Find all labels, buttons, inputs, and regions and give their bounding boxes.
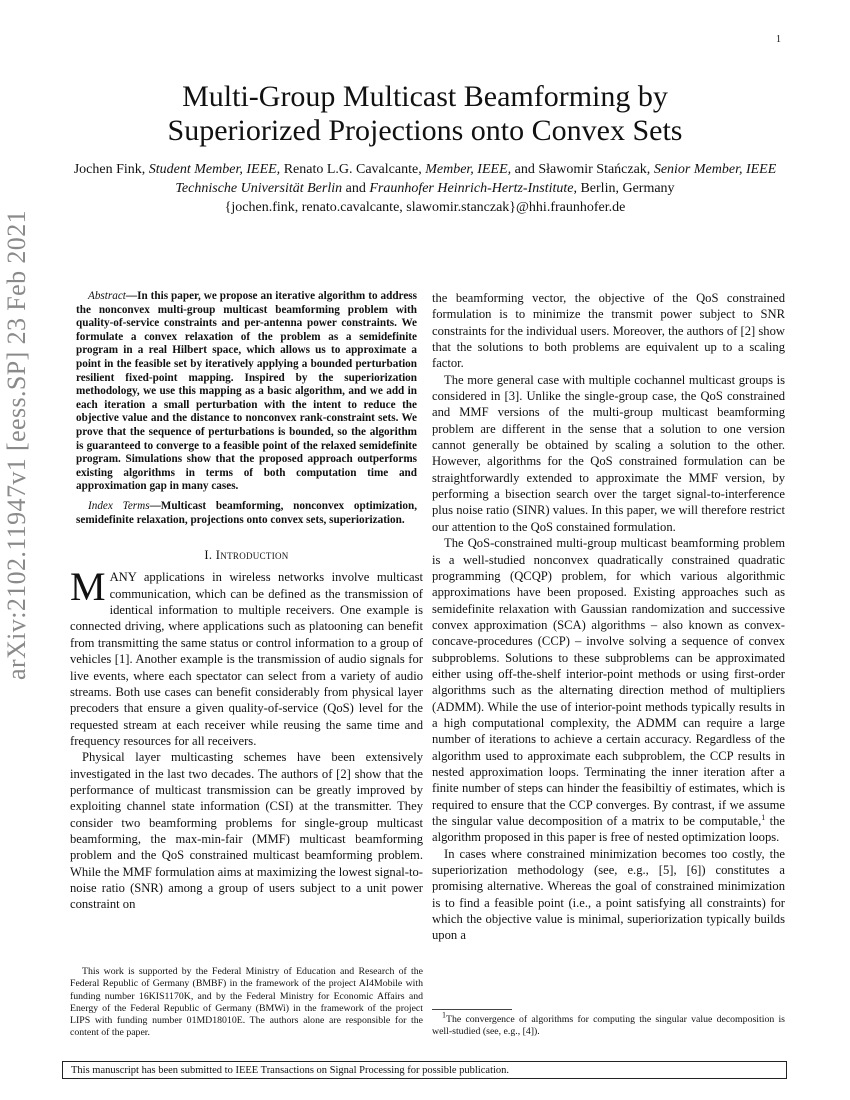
submission-notice: This manuscript has been submitted to IEEE Transactions on Signal Processing for possible publication. — [62, 1061, 787, 1079]
section-title: Introduction — [215, 548, 289, 563]
author-1-role: Student Member, IEEE, — [148, 162, 281, 177]
author-list — [70, 160, 780, 179]
affiliation-place: , Berlin, Germany — [573, 181, 675, 196]
arxiv-stamp-text: arXiv:2102.11947v1 [eess.SP] 23 Feb 2021 — [2, 209, 31, 680]
title-line-2: Superiorized Projections onto Convex Sets — [167, 114, 683, 147]
funding-footnote: This work is supported by the Federal Ministry of Education and Research of the Federal Republic of Germany (BMBF) in the framework of the project AI4Mobile with funding number 16KIS1170K, and by the Federal Ministry for Economic Affairs and Energy of the Federal Republic of Germany (BMWi) in the framework of the project LIPS with funding number 01MD18010E. The authors alone are responsible for the content of the paper. — [70, 966, 423, 1039]
intro-paragraph-1-text: ANY applications in wireless networks involve multicast communication, which can be defined as the transmission of identical information to multiple receivers. One example is connected driving, where applications such as platooning can benefit from transmitting the same status or control information to a group of vehicles [1]. Another example is the transmission of audio signals for live events, where each spectator can select from a variety of audio streams. Both use cases can benefit considerably from physical layer precoders that ensure a given quality-of-service (QoS) level for the requested stream at each receiver while reusing the same time and frequency resources for all receivers. — [70, 570, 423, 748]
institution-1: Technische Universität Berlin — [175, 181, 343, 196]
title-line-1: Multi-Group Multicast Beamforming by — [182, 80, 668, 113]
abstract — [70, 290, 423, 494]
right-paragraph-2: The more general case with multiple cochannel multicast groups is considered in [3]. Unlike the single-group case, the QoS constrained and MMF versions of the multi-group multicast beamforming problem are different in the sense that a solution to one version cannot generally be obtained by scaling a solution to the other. However, algorithms for the QoS constrained formulation can be straightforwardly extended to approximate the MMF version, by performing a bisection search over the target signal-to-interference plus noise ratio (SINR) values. In this paper, we will therefore restrict our attention to the QoS constained formulation. — [432, 372, 785, 534]
author-3: and Sławomir Stańczak, — [511, 162, 654, 177]
author-2: Renato L.G. Cavalcante, — [280, 162, 426, 177]
section-heading-introduction — [70, 547, 423, 563]
intro-paragraph-1 — [70, 564, 423, 749]
institution-2: Fraunhofer Heinrich-Hertz-Institute — [369, 181, 574, 196]
author-emails: {jochen.fink, renato.cavalcante, slawomir.stanczak}@hhi.fraunhofer.de — [224, 200, 626, 215]
section-number: I. — [204, 548, 216, 563]
right-paragraph-1: the beamforming vector, the objective of the QoS constrained formulation is to minimize the transmit power subject to SNR constraints for the individual users. Moreover, the authors of [2] show that the solutions to both problems are equivalent up to a scaling factor. — [432, 291, 785, 371]
left-column — [70, 290, 423, 913]
page-number: 1 — [776, 34, 781, 45]
svd-footnote-mark: 1 — [442, 1010, 446, 1020]
author-1: Jochen Fink, — [73, 162, 149, 177]
affiliation — [70, 179, 780, 198]
right-paragraph-4: In cases where constrained minimization becomes too costly, the superiorization methodology (see, e.g., [5], [6]) constitutes a promising alternative. Whereas the goal of constrained minimization is to find a feasible point (i.e., a point satisfying all constraints) for which the objective value is minimal, superiorization typically builds upon a — [432, 846, 785, 943]
affiliation-and: and — [342, 181, 370, 196]
drop-cap: M — [70, 564, 106, 610]
intro-paragraph-2: Physical layer multicasting schemes have been extensively investigated in the last two decades. The authors of [2] show that the performance of multicast transmission can be greatly improved by exploiting channel state information (CSI) at the transmitter. They consider two beamforming problems for single-group multicast beamforming, the max-min-fair (MMF) multicast beamforming problem and the QoS constrained multicast beamforming problem. While the MMF formulation aims at maximizing the lowest signal-to-noise ratio (SNR) among a group of users subject to a unit power constraint on — [70, 750, 423, 912]
right-paragraph-3 — [432, 535, 785, 846]
svd-footnote — [432, 1010, 785, 1039]
index-terms — [70, 500, 423, 527]
abstract-label: Abstract — [88, 290, 126, 302]
paper-title — [70, 80, 780, 148]
svd-footnote-text: The convergence of algorithms for computing the singular value decomposition is well-studied (see, e.g., [4]). — [432, 1014, 785, 1038]
right-paragraph-3-text-a: The QoS-constrained multi-group multicast beamforming problem is a well-studied nonconvex quadratically constrained quadratic programming (QCQP) problem, for which various algorithmic approximations have been proposed. Existing approaches such as semidefinite relaxation with Gaussian randomization and successive convex approximation (SCA) algorithms – also known as convex-concave-procedures (CCP) – involve solving a sequence of convex subproblems. Solutions to these subproblems can be approximated either using off-the-shelf interior-point methods or using first-order algorithms such as the alternating direction method of multipliers (ADMM). While the use of interior-point methods typically results in a high computational complexity, the ADMM can require a large number of iterations to achieve a certain accuracy. Regardless of the algorithm used to approximate each subproblem, the CCP results in nested approximation loops. Terminating the inner iteration after a finite number of steps can hinder the feasibiltiy of estimates, which is required to ensure that the CCP converges. By contrast, if we assume the singular value decomposition of a matrix to be computable, — [432, 536, 785, 828]
index-terms-label: Index Terms — [88, 499, 150, 512]
footnote-mark: 1 — [761, 812, 766, 822]
abstract-text: —In this paper, we propose an iterative algorithm to address the nonconvex multi-group multicast beamforming problem with quality-of-service constraints and per-antenna power constraints. We formulate a convex relaxation of the problem as a semidefinite program in a real Hilbert space, which allows us to approximate a point in the feasible set by iteratively applying a bounded perturbation resilient fixed-point mapping. Inspired by the superiorization methodology, we use this mapping as a basic algorithm, and we add in each iteration a small perturbation with the intent to reduce the objective value and the distance to nonconvex rank-constraint sets. We prove that the sequence of perturbations is bounded, so the algorithm is guaranteed to converge to a feasible point of the relaxed semidefinite program. Simulations show that the proposed approach outperforms existing algorithms in terms of both computation time and approximation gap in many cases. — [76, 290, 417, 493]
right-paragraph-3-text-b: the algorithm proposed in this paper is free of nested optimization loops. — [432, 814, 785, 845]
right-column — [432, 290, 785, 944]
author-2-role: Member, IEEE, — [425, 162, 512, 177]
title-block — [70, 80, 780, 217]
author-3-role: Senior Member, IEEE — [653, 162, 777, 177]
index-terms-text: —Multicast beamforming, nonconvex optimization, semidefinite relaxation, projections onto convex sets, superiorization. — [76, 499, 418, 526]
